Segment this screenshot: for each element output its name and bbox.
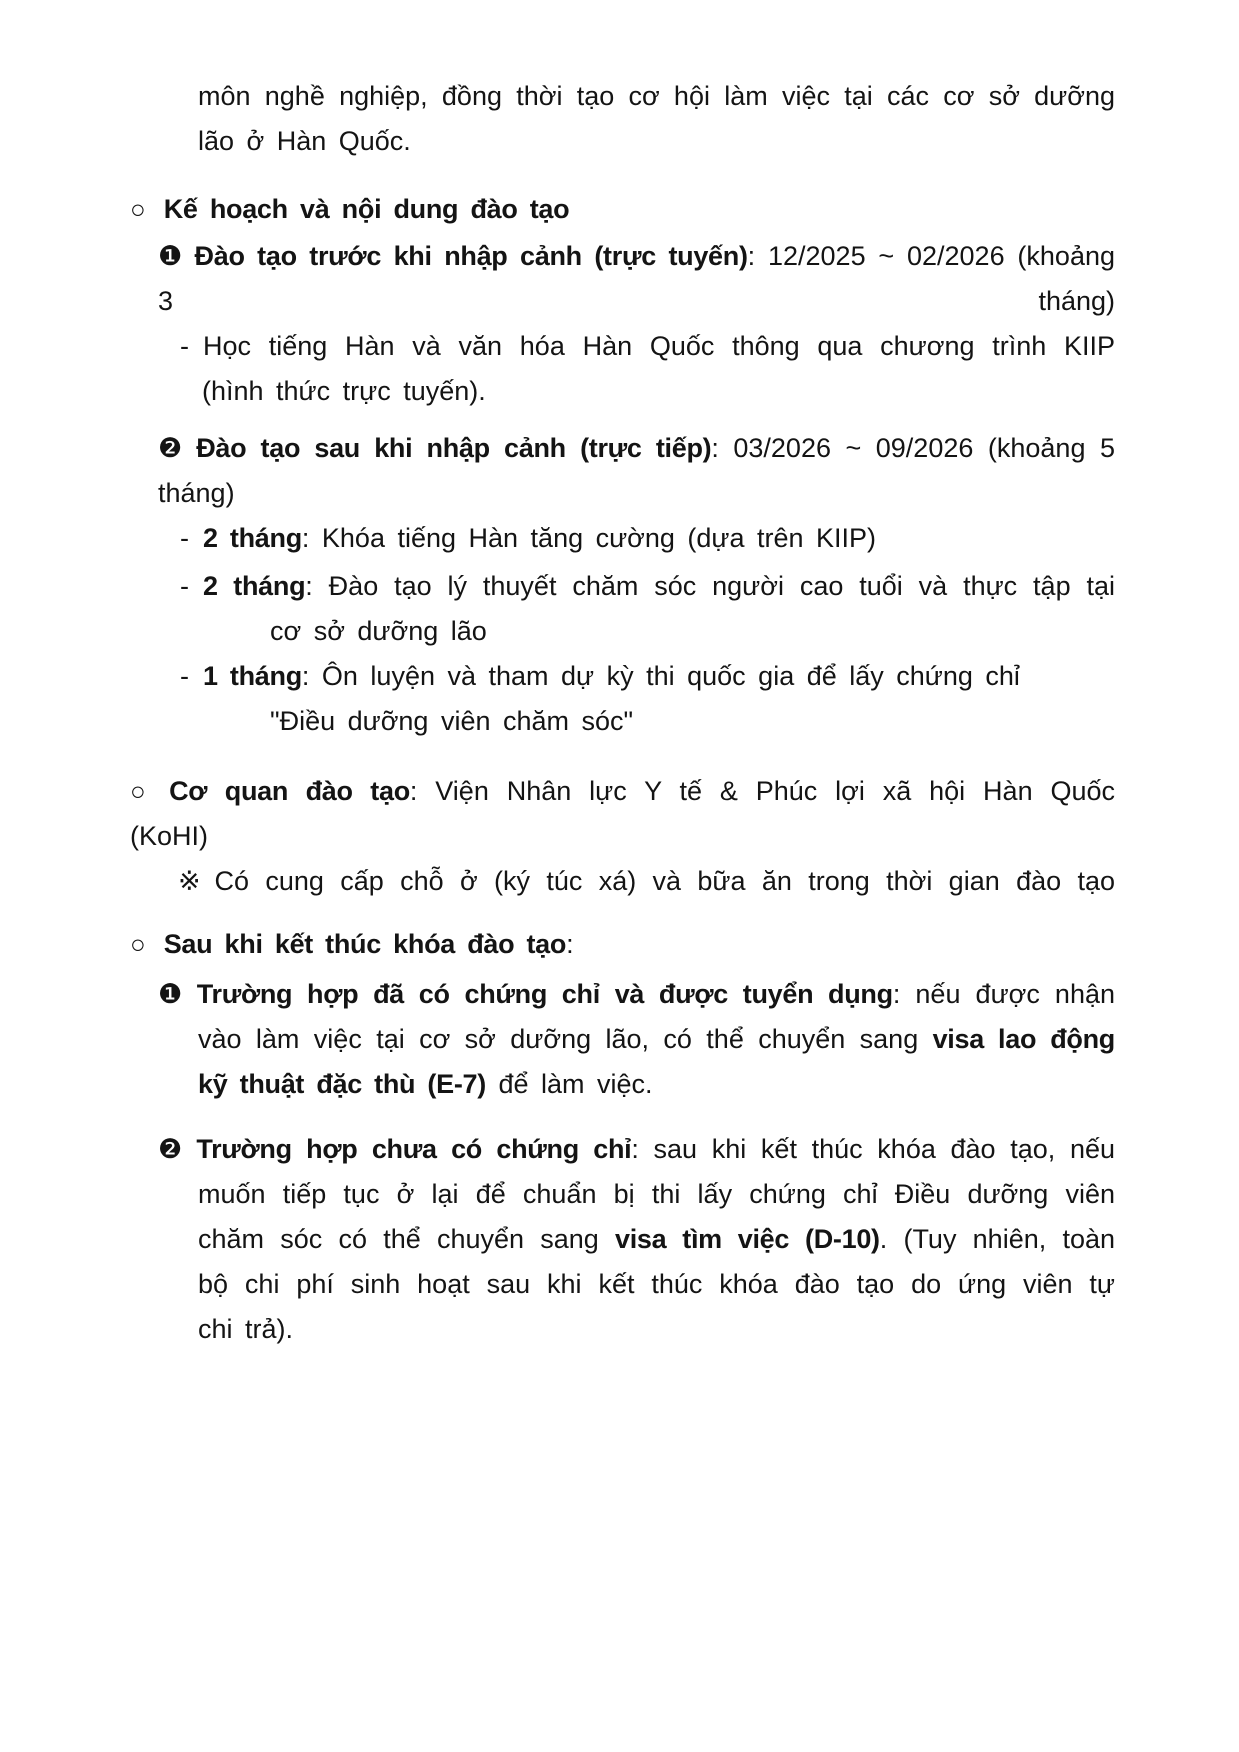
dash-bullet: -: [180, 571, 189, 601]
text-segment: lão ở Hàn Quốc.: [198, 126, 411, 156]
text-line: [130, 234, 1128, 324]
case-not-certified: [130, 1127, 1115, 1352]
text-line: [130, 426, 1128, 516]
intro-paragraph: [130, 74, 1115, 164]
text-line: [130, 609, 1115, 654]
detail-kiip: [130, 324, 1115, 414]
text-segment: 1 tháng: [203, 661, 302, 691]
dash-bullet: -: [180, 661, 189, 691]
circled-2-icon: ❷: [158, 433, 185, 464]
text-segment: "Điều dưỡng viên chăm sóc": [270, 706, 634, 736]
text-segment: : Đào tạo lý thuyết chăm sóc người cao tuổi và thực tập tại: [305, 571, 1115, 601]
text-segment: vào làm việc tại cơ sở dưỡng lão, có thể chuyển sang: [198, 1024, 933, 1054]
circled-2-icon: ❷: [158, 1134, 185, 1165]
text-line: [130, 859, 1115, 904]
detail-theory: [130, 564, 1115, 654]
text-segment: 2 tháng: [203, 571, 306, 601]
circle-bullet-icon: ○: [130, 194, 146, 224]
text-segment: Đào tạo sau khi nhập cảnh (trực tiếp): [196, 433, 712, 463]
text-segment: Trường hợp chưa có chứng chỉ: [196, 1134, 632, 1164]
text-line: [130, 74, 1115, 119]
text-segment: : sau khi kết thúc khóa đào tạo, nếu: [631, 1134, 1115, 1164]
text-line: [130, 699, 1115, 744]
dash-bullet: -: [180, 523, 189, 553]
section-after-course: [130, 922, 1115, 967]
circle-bullet-icon: ○: [130, 776, 152, 806]
dash-bullet: -: [180, 331, 189, 361]
text-segment: . (Tuy nhiên, toàn: [879, 1224, 1115, 1254]
text-segment: môn nghề nghiệp, đồng thời tạo cơ hội làm việc tại các cơ sở dưỡng: [198, 81, 1115, 111]
text-segment: Sau khi kết thúc khóa đào tạo: [163, 929, 567, 959]
text-segment: : 03/2026 ~ 09/2026 (khoảng 5 tháng): [158, 433, 1128, 508]
text-segment: visa tìm việc (D-10): [614, 1224, 880, 1254]
text-segment: Học tiếng Hàn và văn hóa Hàn Quốc thông qua chương trình KIIP: [203, 331, 1115, 361]
text-segment: Trường hợp đã có chứng chỉ và được tuyển dụng: [196, 979, 893, 1009]
text-segment: (hình thức trực tuyến).: [202, 376, 486, 406]
section-training-org: [130, 769, 1128, 859]
text-segment: visa lao động: [932, 1024, 1115, 1054]
text-line: [130, 769, 1128, 859]
text-segment: : Khóa tiếng Hàn tăng cường (dựa trên KIIP): [301, 523, 877, 553]
text-line: [130, 1017, 1115, 1062]
circled-1-icon: ❶: [158, 979, 185, 1010]
text-line: [130, 1307, 1115, 1352]
text-line: [130, 1172, 1115, 1217]
text-line: [130, 187, 1115, 232]
text-segment: Cơ quan đào tạo: [169, 776, 410, 806]
text-segment: chi trả).: [198, 1314, 294, 1344]
text-segment: Có cung cấp chỗ ở (ký túc xá) và bữa ăn trong thời gian đào tạo: [214, 866, 1115, 896]
reference-mark-icon: ※: [178, 866, 205, 897]
text-segment: : nếu được nhận: [892, 979, 1115, 1009]
detail-exam: [130, 654, 1115, 744]
text-segment: muốn tiếp tục ở lại để chuẩn bị thi lấy chứng chỉ Điều dưỡng viên: [198, 1179, 1115, 1209]
text-segment: Đào tạo trước khi nhập cảnh (trực tuyến): [194, 241, 748, 271]
case-certified: [130, 972, 1115, 1107]
text-line: [130, 564, 1115, 609]
detail-korean-course: [130, 516, 1115, 561]
text-line: [130, 1217, 1115, 1262]
text-segment: cơ sở dưỡng lão: [270, 616, 487, 646]
text-segment: 2 tháng: [203, 523, 302, 553]
text-line: [130, 324, 1115, 369]
note-accommodation: [130, 859, 1115, 904]
text-line: [130, 654, 1115, 699]
text-segment: kỹ thuật đặc thù (E-7): [198, 1069, 486, 1099]
section-training-plan: [130, 187, 1115, 232]
item-post-entry: [130, 426, 1128, 516]
text-segment: để làm việc.: [485, 1069, 653, 1099]
text-line: [130, 369, 1115, 414]
text-segment: : Ôn luyện và tham dự kỳ thi quốc gia để lấy chứng chỉ: [301, 661, 1020, 691]
text-segment: bộ chi phí sinh hoạt sau khi kết thúc khóa đào tạo do ứng viên tự: [198, 1269, 1115, 1299]
text-line: [130, 119, 1115, 164]
text-segment: : 12/2025 ~ 02/2026 (khoảng 3 tháng): [158, 241, 1128, 316]
text-line: [130, 516, 1115, 561]
text-line: [130, 1062, 1115, 1107]
text-line: [130, 972, 1115, 1017]
text-segment: chăm sóc có thể chuyển sang: [198, 1224, 615, 1254]
text-segment: : Viện Nhân lực Y tế & Phúc lợi xã hội Hàn Quốc (KoHI): [130, 776, 1128, 851]
text-line: [130, 922, 1115, 967]
item-pre-entry: [130, 234, 1128, 324]
text-line: [130, 1262, 1115, 1307]
circle-bullet-icon: ○: [130, 929, 146, 959]
circled-1-icon: ❶: [158, 241, 183, 272]
text-segment: :: [566, 929, 574, 959]
text-segment: Kế hoạch và nội dung đào tạo: [163, 194, 570, 224]
text-line: [130, 1127, 1115, 1172]
